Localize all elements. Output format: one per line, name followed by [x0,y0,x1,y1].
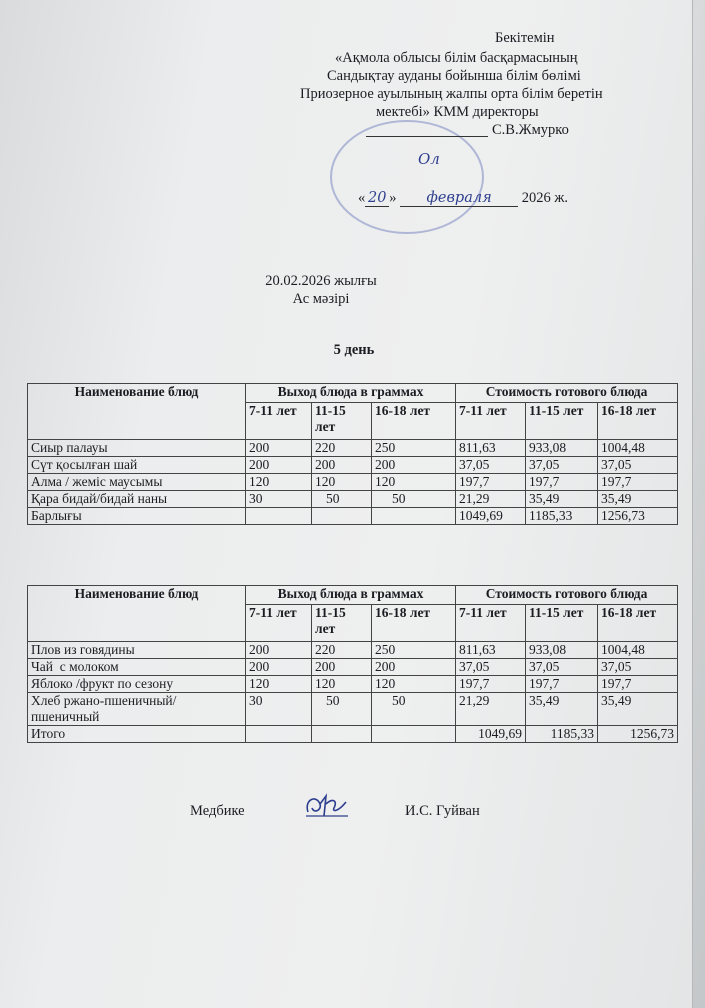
header-age: 16-18 лет [372,605,456,642]
approval-line-4: мектебі» КММ директоры [376,104,539,120]
dish-name: Қара бидай/бидай наны [28,491,246,508]
table-row [28,676,678,693]
dish-name: Плов из говядины [28,642,246,659]
header-age: 16-18 лет [598,403,678,440]
date-day: 20 [365,190,389,207]
cell-value: 35,49 [598,693,678,726]
cell-value: 250 [372,642,456,659]
cell-value [372,508,456,525]
header-cost: Стоимость готового блюда [456,384,678,403]
table-row [28,491,678,508]
cell-value: 1004,48 [598,440,678,457]
approval-title: Бекітемін [495,30,555,46]
cell-value: 37,05 [598,659,678,676]
director-signature: Ол [418,150,440,168]
cell-value: 220 [312,440,372,457]
table-row [28,457,678,474]
nurse-signature [302,790,350,820]
director-signature-line [366,136,488,137]
cell-value: 200 [372,457,456,474]
header-age: 7-11 лет [246,403,312,440]
date-open-quote: « [358,190,366,206]
cell-value: 933,08 [526,440,598,457]
dish-name: Итого [28,726,246,743]
cell-value [312,508,372,525]
menu-date: 20.02.2026 жылғы [265,273,377,289]
cell-value: 200 [246,440,312,457]
header-age: 11-15 лет [312,605,372,642]
header-dish-name: Наименование блюд [28,384,246,440]
cell-value: 1185,33 [526,726,598,743]
table-row [28,440,678,457]
cell-value: 220 [312,642,372,659]
cell-value: 200 [246,642,312,659]
nurse-role: Медбике [190,803,245,819]
header-age: 7-11 лет [456,605,526,642]
cell-value: 1256,73 [598,508,678,525]
cell-value: 120 [312,474,372,491]
approval-date [358,190,598,207]
cell-value: 30 [246,693,312,726]
date-year: 2026 ж. [521,190,569,206]
table-row [28,659,678,676]
header-yield: Выход блюда в граммах [246,384,456,403]
menu-table-kz [27,383,678,525]
cell-value: 933,08 [526,642,598,659]
cell-value: 1049,69 [456,726,526,743]
cell-value: 1004,48 [598,642,678,659]
dish-name: Хлеб ржано-пшеничный/пшеничный [28,693,246,726]
dish-name: Сүт қосылған шай [28,457,246,474]
header-age: 16-18 лет [598,605,678,642]
cell-value: 200 [372,659,456,676]
table-row [28,474,678,491]
header-dish-name: Наименование блюд [28,586,246,642]
cell-value: 197,7 [598,474,678,491]
stamp-seal [330,120,484,234]
dish-name: Сиыр палауы [28,440,246,457]
date-close-quote: » [389,190,397,206]
cell-value: 1256,73 [598,726,678,743]
cell-value: 37,05 [456,659,526,676]
cell-value [372,726,456,743]
cell-value [312,726,372,743]
menu-table-ru [27,585,678,743]
cell-value: 50 [372,693,456,726]
cell-value: 35,49 [598,491,678,508]
approval-signer: С.В.Жмурко [492,122,569,138]
approval-line-3: Приозерное ауылының жалпы орта білім беретін [300,86,603,102]
cell-value: 200 [246,457,312,474]
table-row-total [28,508,678,525]
header-age: 7-11 лет [456,403,526,440]
cell-value: 21,29 [456,693,526,726]
cell-value: 21,29 [456,491,526,508]
cell-value: 120 [312,676,372,693]
cell-value: 1185,33 [526,508,598,525]
cell-value: 197,7 [456,474,526,491]
table-row [28,693,678,726]
cell-value: 30 [246,491,312,508]
header-age: 11-15 лет [526,403,598,440]
cell-value: 120 [372,474,456,491]
cell-value: 197,7 [598,676,678,693]
table-row [28,642,678,659]
date-month: февраля [400,190,518,207]
cell-value: 37,05 [598,457,678,474]
cell-value: 37,05 [526,659,598,676]
header-yield: Выход блюда в граммах [246,586,456,605]
cell-value: 250 [372,440,456,457]
dish-name: Барлығы [28,508,246,525]
cell-value: 197,7 [526,474,598,491]
table-row-total [28,726,678,743]
cell-value: 811,63 [456,642,526,659]
cell-value: 197,7 [526,676,598,693]
menu-day: 5 день [333,342,375,358]
cell-value: 197,7 [456,676,526,693]
approval-line-2: Сандықтау ауданы бойынша білім бөлімі [327,68,581,84]
cell-value: 811,63 [456,440,526,457]
cell-value [246,508,312,525]
header-age: 11-15 лет [526,605,598,642]
dish-name: Чай с молоком [28,659,246,676]
header-cost: Стоимость готового блюда [456,586,678,605]
cell-value [246,726,312,743]
cell-value: 1049,69 [456,508,526,525]
cell-value: 50 [372,491,456,508]
header-age: 7-11 лет [246,605,312,642]
approval-line-1: «Ақмола облысы білім басқармасының [335,50,578,66]
cell-value: 35,49 [526,693,598,726]
cell-value: 50 [312,491,372,508]
cell-value: 50 [312,693,372,726]
cell-value: 35,49 [526,491,598,508]
cell-value: 37,05 [456,457,526,474]
cell-value: 37,05 [526,457,598,474]
header-age: 11-15 лет [312,403,372,440]
menu-title: Ас мәзірі [292,291,350,307]
cell-value: 200 [246,659,312,676]
cell-value: 200 [312,457,372,474]
dish-name: Алма / жеміс маусымы [28,474,246,491]
cell-value: 120 [246,676,312,693]
dish-name: Яблоко /фрукт по сезону [28,676,246,693]
cell-value: 200 [312,659,372,676]
nurse-name: И.С. Гуйван [405,803,480,819]
cell-value: 120 [246,474,312,491]
cell-value: 120 [372,676,456,693]
header-age: 16-18 лет [372,403,456,440]
